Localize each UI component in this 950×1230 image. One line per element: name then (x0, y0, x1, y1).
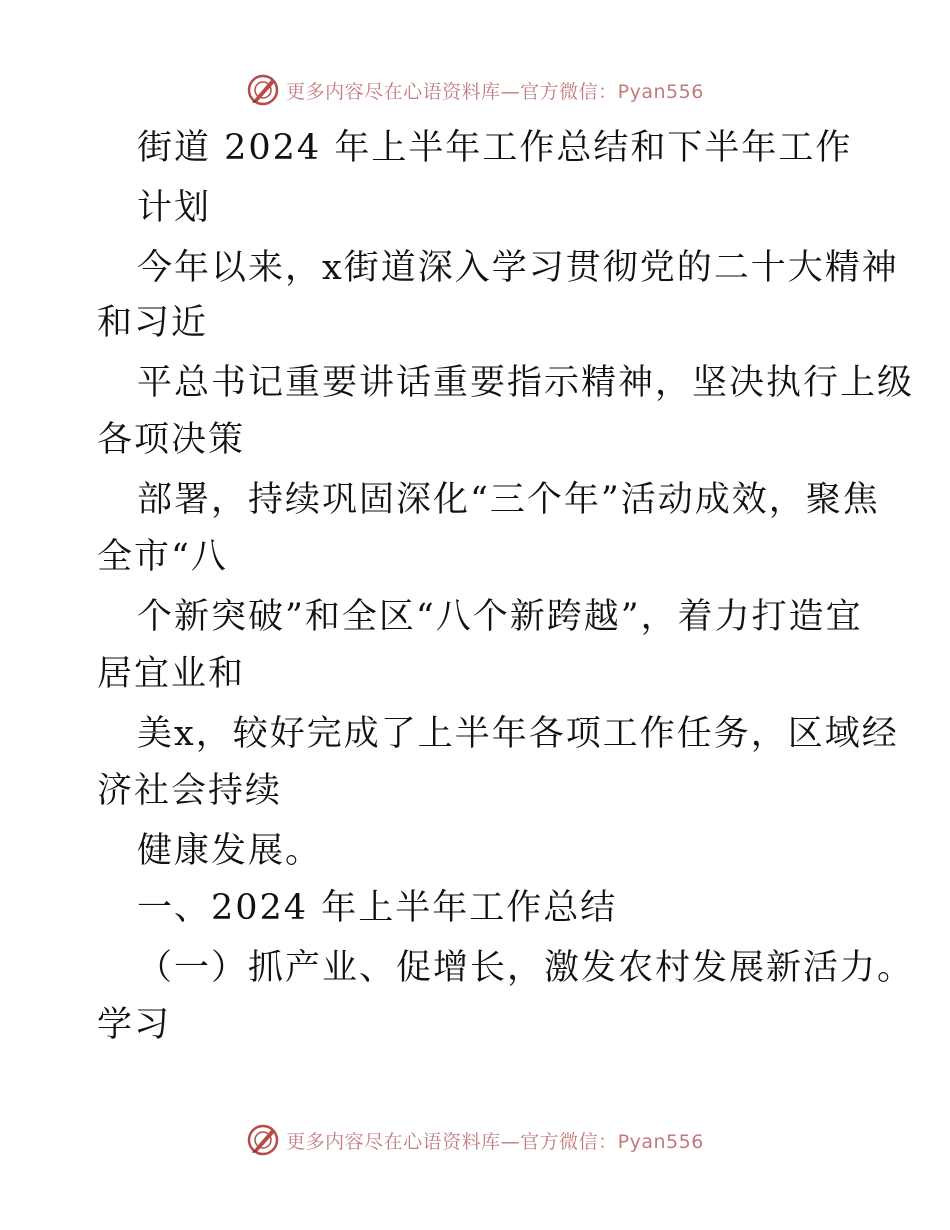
footer-watermark (0, 1120, 950, 1160)
title-line-1: 街道 2024 年上半年工作总结和下半年工作 (137, 128, 853, 168)
paragraph-line: 各项决策 (97, 420, 246, 460)
paragraph-line: 和习近 (97, 303, 209, 343)
paragraph-line: 居宜业和 (97, 654, 246, 694)
paragraph-line: 部署，持续巩固深化“三个年”活动成效，聚焦 (137, 480, 880, 520)
paragraph-line: 学习 (97, 1005, 172, 1045)
watermark-text: 更多内容尽在心语资料库—官方微信：Pyan556 (286, 1130, 704, 1153)
section-heading: 一、2024 年上半年工作总结 (137, 888, 618, 928)
paragraph-line: 今年以来，x街道深入学习贯彻党的二十大精神 (137, 248, 899, 288)
paragraph-line: 健康发展。 (137, 831, 323, 871)
paragraph-line: 全市“八 (97, 537, 228, 577)
watermark-text: 更多内容尽在心语资料库—官方微信：Pyan556 (286, 80, 704, 103)
paragraph-line: 个新突破”和全区“八个新跨越”，着力打造宜 (137, 597, 863, 637)
pen-logo-icon (246, 73, 280, 107)
pen-logo-icon (246, 1123, 280, 1157)
header-watermark (0, 70, 950, 110)
subsection-heading: （一）抓产业、促增长，激发农村发展新活力。 (137, 948, 915, 988)
paragraph-line: 美x，较好完成了上半年各项工作任务，区域经 (137, 714, 899, 754)
paragraph-line: 济社会持续 (97, 771, 283, 811)
title-line-2: 计划 (137, 188, 212, 228)
paragraph-line: 平总书记重要讲话重要指示精神，坚决执行上级 (137, 363, 915, 403)
